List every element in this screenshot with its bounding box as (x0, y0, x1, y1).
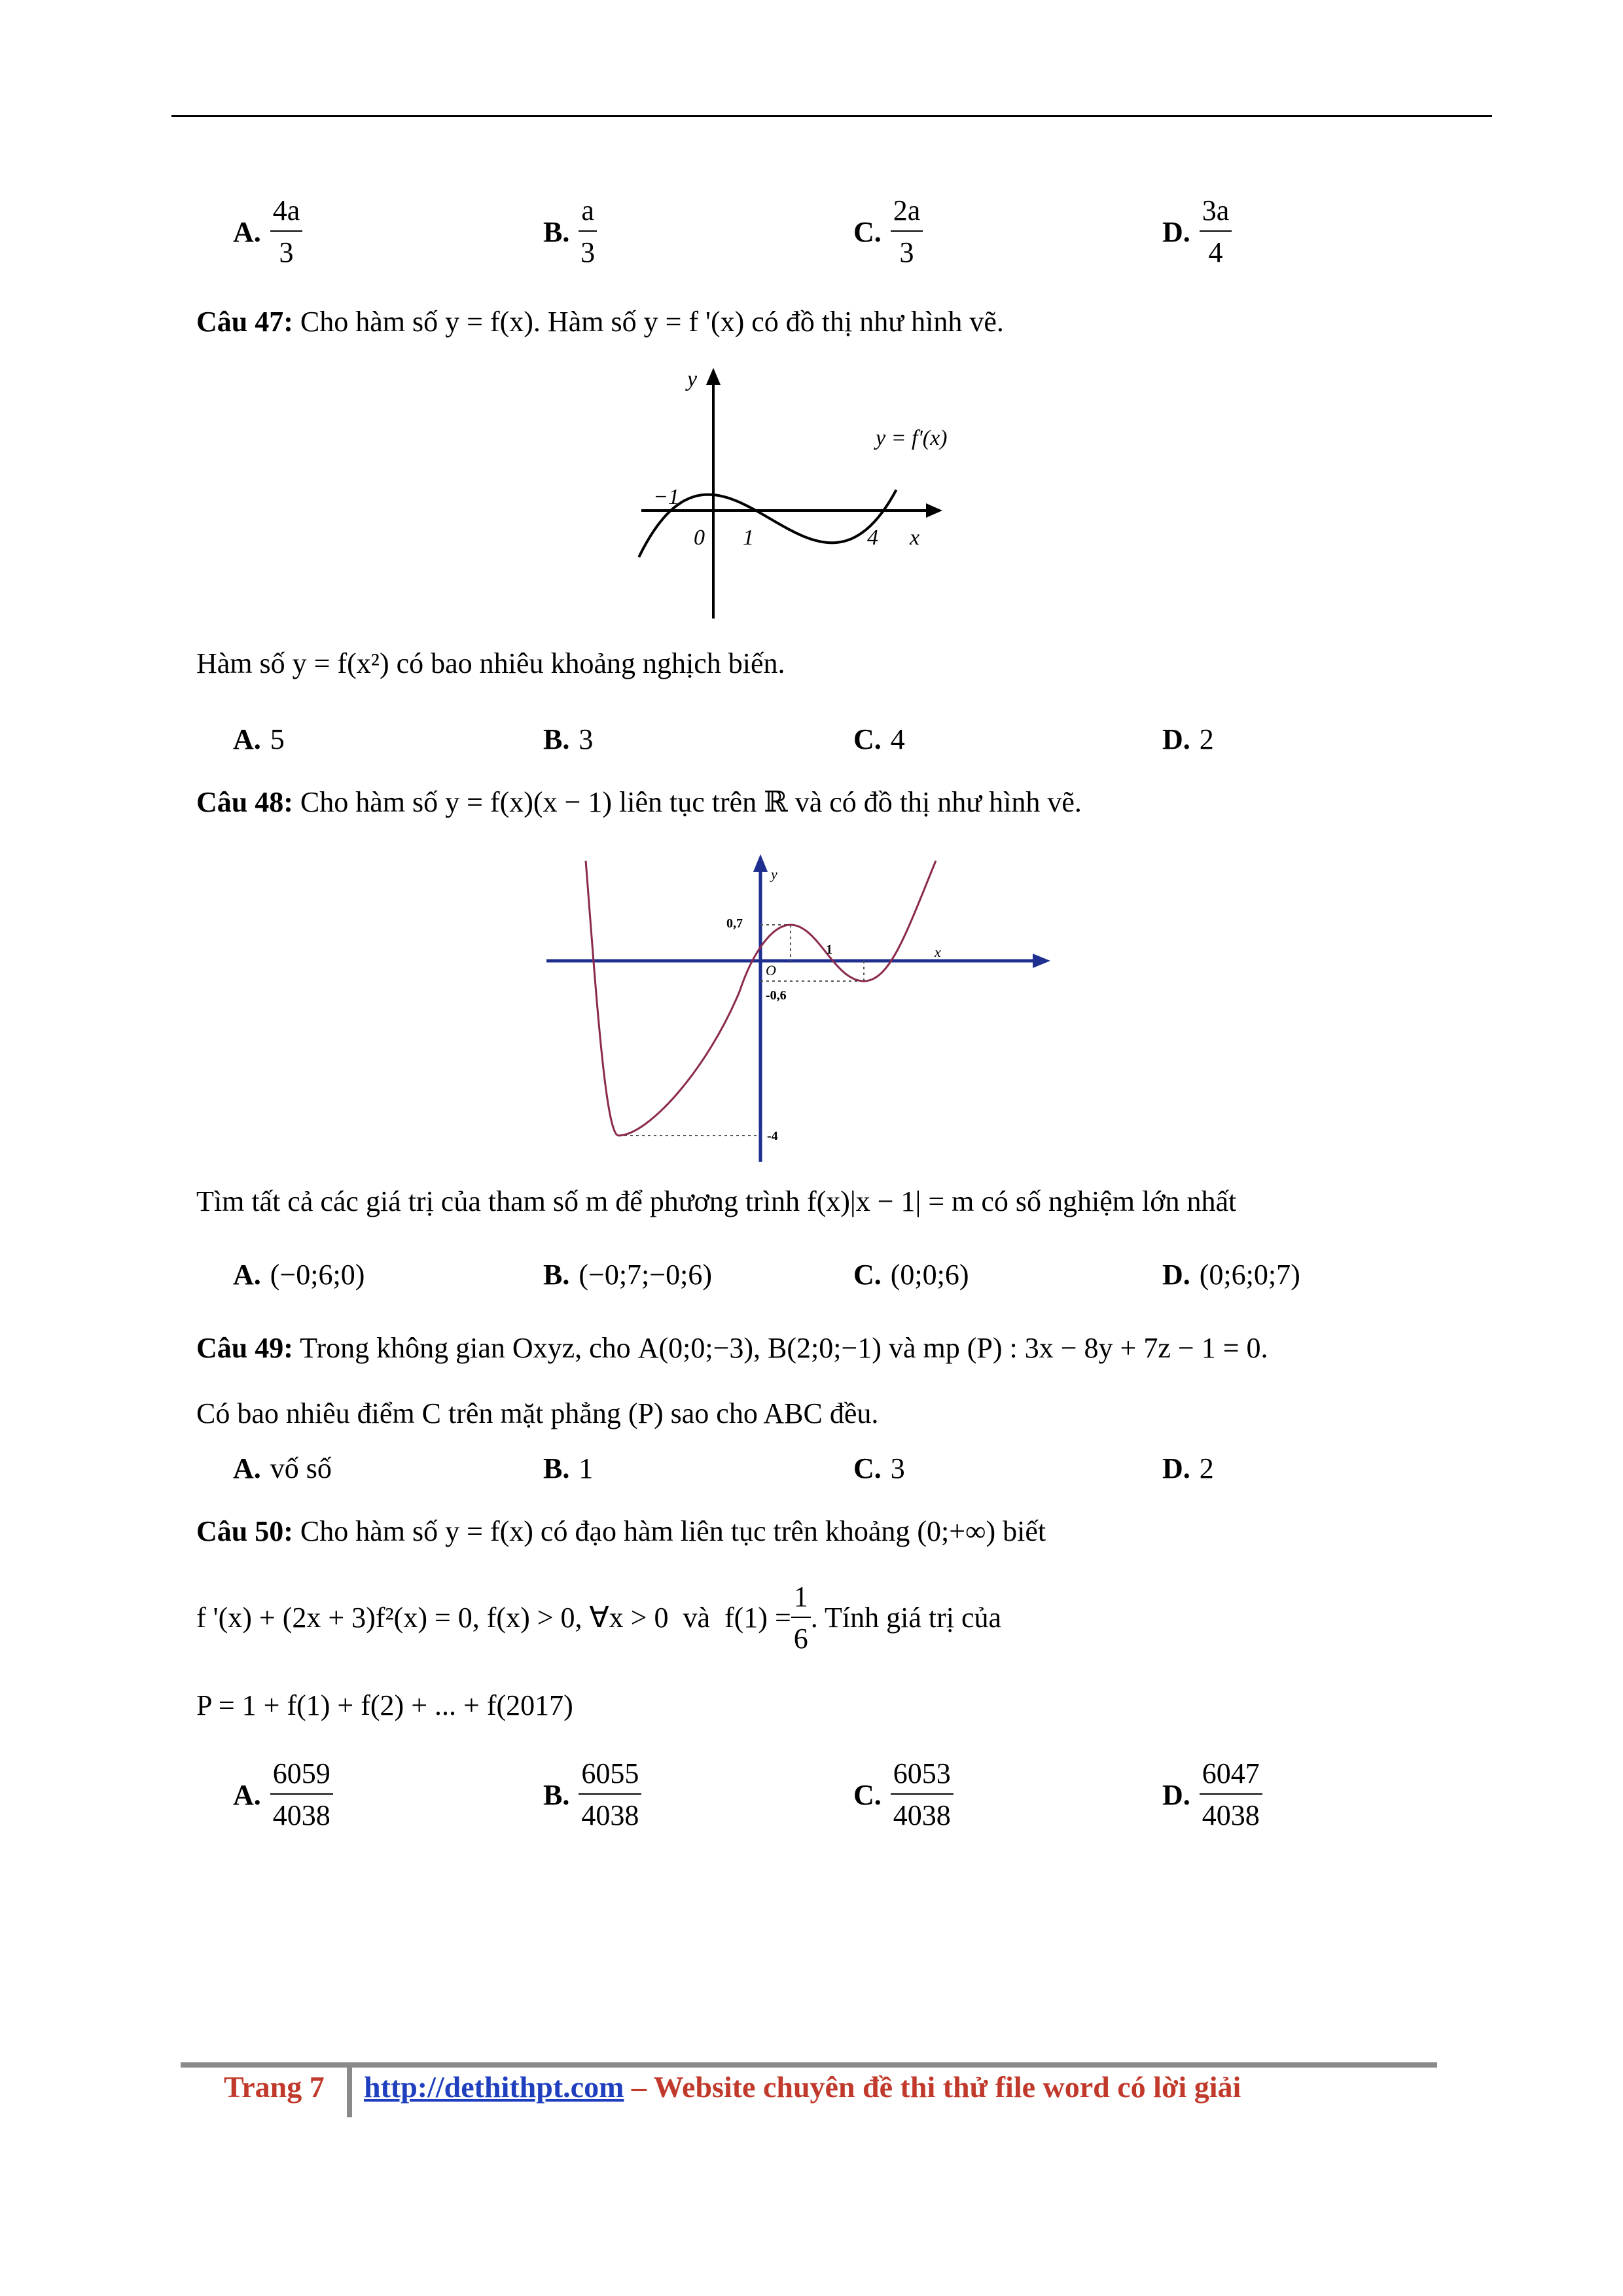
footer-page-number: Trang 7 (224, 2070, 325, 2104)
q50-option-a[interactable]: A. $\frac{6059}{4038}$ (233, 1759, 333, 1830)
footer-divider (347, 2062, 352, 2117)
q47-option-a[interactable]: A. 5 (233, 723, 285, 755)
q49-stem-line-2: Có bao nhiêu điểm C trên mặt phẳng (P) sao cho ABC đều. (196, 1397, 879, 1429)
q50-f1-fraction: $\frac{1}{6}$ (791, 1583, 811, 1653)
q46-option-b[interactable]: B. $\frac{a}{3}$ (543, 196, 597, 267)
q48-label-neg06: -0,6 (766, 988, 787, 1003)
q47-option-c[interactable]: C. 4 (853, 723, 905, 755)
q50-option-d[interactable]: D. $\frac{6047}{4038}$ (1162, 1759, 1262, 1830)
q47-y-label: y (687, 367, 698, 391)
q47-label: Câu 47: (196, 306, 293, 338)
q47-y-arrow (706, 368, 721, 385)
q47-question: Hàm số y = f(x²) có bao nhiêu khoảng nghịch biến. (196, 647, 785, 679)
q47-option-d[interactable]: D. 2 (1162, 723, 1214, 755)
q48-option-a[interactable]: A. (−0;6;0) (233, 1259, 365, 1291)
q49-option-a[interactable]: A. vố số (233, 1452, 332, 1484)
q50-p-expression: P = 1 + f(1) + f(2) + ... + f(2017) (196, 1689, 573, 1721)
q47-option-b[interactable]: B. 3 (543, 723, 594, 755)
q48-question: Tìm tất cả các giá trị của tham số m để phương trình f(x)|x − 1| = m có số nghiệm lớn nhất (196, 1185, 1237, 1217)
q47-tick-1: 1 (743, 526, 754, 550)
q48-label-neg4: -4 (767, 1129, 778, 1143)
q46-option-a[interactable]: A. $\frac{4a}{3}$ (233, 196, 302, 267)
q47-tick-0: 0 (694, 526, 705, 550)
q46-option-d[interactable]: D. $\frac{3a}{4}$ (1162, 196, 1232, 267)
q48-option-c[interactable]: C. (0;0;6) (853, 1259, 969, 1291)
q48-label-1: 1 (826, 942, 832, 957)
q49-option-d[interactable]: D. 2 (1162, 1452, 1214, 1484)
q47-curve-label: y = f'(x) (876, 426, 948, 450)
q50-stem: Câu 50: Cho hàm số y = f(x) có đạo hàm liên tục trên khoảng (0;+∞) biết (196, 1515, 1046, 1547)
q46-option-c[interactable]: C. $\frac{2a}{3}$ (853, 196, 923, 267)
q49-option-b[interactable]: B. 1 (543, 1452, 594, 1484)
q48-graph (543, 854, 1054, 1168)
q49-label: Câu 49: (196, 1332, 293, 1364)
q48-label-07: 0,7 (726, 916, 743, 931)
q50-option-c[interactable]: C. $\frac{6053}{4038}$ (853, 1759, 954, 1830)
q48-option-d[interactable]: D. (0;6;0;7) (1162, 1259, 1300, 1291)
q48-option-b[interactable]: B. (−0;7;−0;6) (543, 1259, 712, 1291)
q48-label: Câu 48: (196, 786, 293, 818)
q49-stem: Câu 49: Trong không gian Oxyz, cho A(0;0;−3), B(2;0;−1) và mp (P) : 3x − 8y + 7z − 1 = 0. (196, 1332, 1268, 1364)
q47-tick-4: 4 (867, 526, 878, 550)
q47-tick-neg1: −1 (653, 485, 679, 509)
q48-stem: Câu 48: Cho hàm số y = f(x)(x − 1) liên tục trên ℝ và có đồ thị như hình vẽ. (196, 786, 1082, 818)
q48-y-arrow (753, 854, 768, 872)
q47-x-label: x (910, 526, 920, 550)
footer-rule (181, 2062, 1437, 2068)
footer-link[interactable]: http://dethithpt.com (364, 2070, 624, 2104)
q48-x-label: x (935, 944, 941, 960)
q49-option-c[interactable]: C. 3 (853, 1452, 905, 1484)
q50-label: Câu 50: (196, 1515, 293, 1547)
q48-x-arrow (1033, 954, 1050, 968)
q48-y-label: y (771, 866, 777, 882)
q50-option-b[interactable]: B. $\frac{6055}{4038}$ (543, 1759, 641, 1830)
footer-text (364, 2070, 1241, 2104)
q48-origin: O (766, 962, 776, 978)
q50-condition: f '(x) + (2x + 3)f²(x) = 0, f(x) > 0, ∀x > 0 và f(1) = $\frac{1}{6}$ . Tính giá trị của (196, 1581, 1002, 1655)
q47-graph (628, 360, 995, 622)
footer-tagline: – Website chuyên đề thi thử file word có lời giải (624, 2070, 1241, 2104)
header-rule (171, 115, 1492, 117)
q47-x-arrow (926, 503, 942, 518)
q47-stem: Câu 47: Cho hàm số y = f(x). Hàm số y = f '(x) có đồ thị như hình vẽ. (196, 306, 1004, 338)
